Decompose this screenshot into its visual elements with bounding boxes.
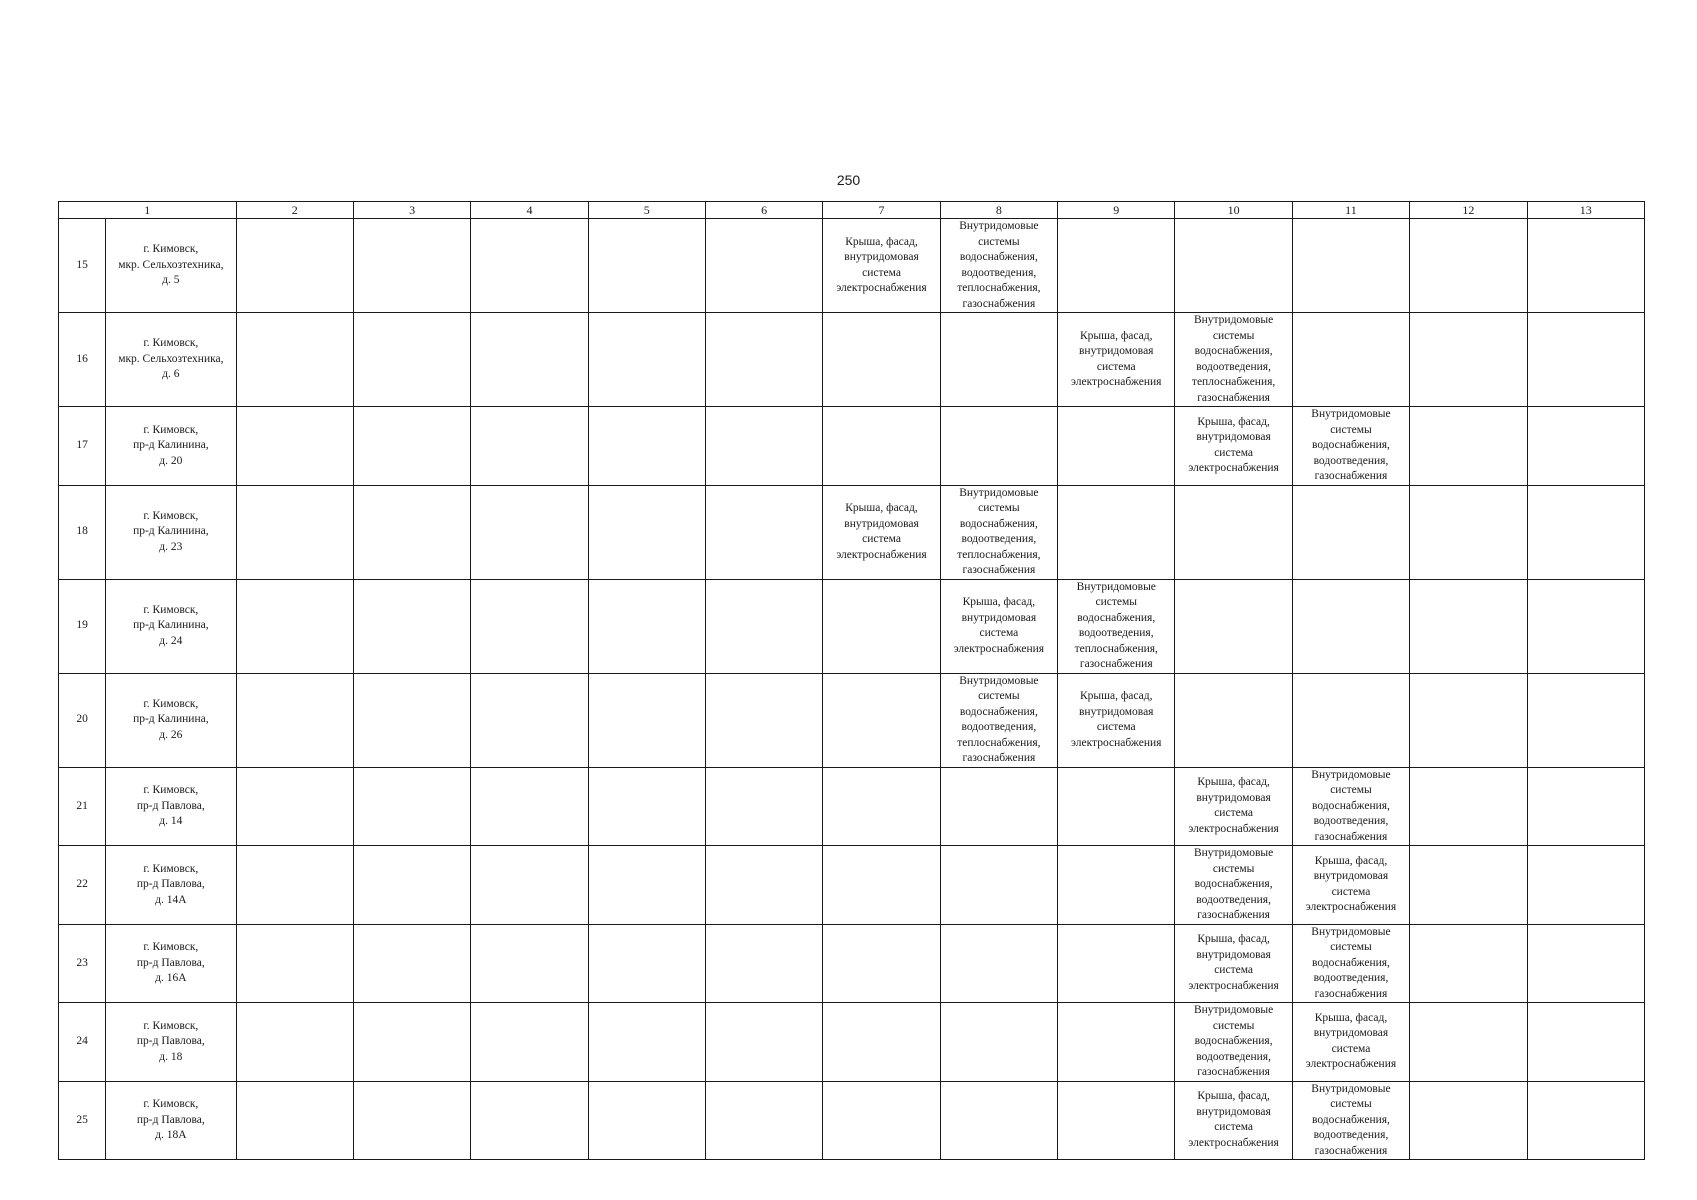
work-cell-col-8: [940, 846, 1057, 925]
work-cell-col-6: [705, 219, 822, 313]
work-cell-col-6: [705, 579, 822, 673]
column-header-6: 6: [705, 202, 822, 219]
work-description: Внутридомовые системы водоснабжения, водоотведения, теплоснабжения, газоснабжения: [1191, 314, 1276, 404]
work-cell-col-5: [588, 313, 705, 407]
work-cell-col-9: [1058, 219, 1175, 313]
work-cell-col-12: [1410, 485, 1527, 579]
row-number: 20: [59, 673, 106, 767]
address-cell: [106, 767, 236, 846]
address-cell: [106, 846, 236, 925]
address-cell: [106, 673, 236, 767]
work-cell-col-4: [471, 767, 588, 846]
work-cell-col-7: [823, 407, 940, 486]
work-cell-col-10: [1175, 579, 1292, 673]
work-cell-col-12: [1410, 1081, 1527, 1160]
work-cell-col-5: [588, 924, 705, 1003]
work-cell-col-7: [823, 1003, 940, 1082]
row-number: 24: [59, 1003, 106, 1082]
work-cell-col-9: [1058, 485, 1175, 579]
work-cell-col-8: [940, 767, 1057, 846]
work-cell-col-13: [1527, 1003, 1645, 1082]
work-cell-col-13: [1527, 924, 1645, 1003]
column-header-5: 5: [588, 202, 705, 219]
work-cell-col-9: [1058, 767, 1175, 846]
table-row: [59, 767, 1645, 846]
work-cell-col-3: [353, 313, 470, 407]
work-cell-col-10: [1175, 485, 1292, 579]
address-cell: [106, 407, 236, 486]
work-cell-col-3: [353, 579, 470, 673]
work-cell-col-11: [1292, 219, 1409, 313]
work-description: Крыша, фасад, внутридомовая система электроснабжения: [1071, 690, 1162, 749]
work-cell-col-4: [471, 313, 588, 407]
address-text: г. Кимовск, пр-д Павлова, д. 14: [136, 784, 205, 827]
work-cell-col-10: [1175, 1003, 1292, 1082]
address-text: г. Кимовск, пр-д Калинина, д. 23: [133, 509, 209, 553]
work-cell-col-12: [1410, 579, 1527, 673]
work-cell-col-13: [1527, 673, 1645, 767]
work-cell-col-6: [705, 767, 822, 846]
work-cell-col-11: [1292, 485, 1409, 579]
work-cell-col-3: [353, 485, 470, 579]
address-text: г. Кимовск, пр-д Павлова, д. 14А: [136, 862, 205, 906]
work-cell-col-13: [1527, 846, 1645, 925]
work-cell-col-9: [1058, 846, 1175, 925]
work-cell-col-12: [1410, 673, 1527, 767]
table-row: [59, 579, 1645, 673]
row-number: 21: [59, 767, 106, 846]
work-cell-col-6: [705, 313, 822, 407]
work-cell-col-5: [588, 1081, 705, 1160]
work-cell-col-10: [1175, 673, 1292, 767]
address-text: г. Кимовск, пр-д Калинина, д. 24: [133, 603, 209, 647]
work-description: Внутридомовые системы водоснабжения, водоотведения, теплоснабжения, газоснабжения: [1074, 580, 1158, 670]
work-cell-col-6: [705, 485, 822, 579]
work-description: Крыша, фасад, внутридомовая система электроснабжения: [1188, 933, 1279, 992]
work-cell-col-8: [940, 485, 1057, 579]
address-text: г. Кимовск, пр-д Калинина, д. 20: [133, 423, 209, 467]
row-number: 25: [59, 1081, 106, 1160]
work-cell-col-13: [1527, 485, 1645, 579]
work-cell-col-7: [823, 846, 940, 925]
work-cell-col-11: [1292, 673, 1409, 767]
work-cell-col-12: [1410, 219, 1527, 313]
table-row: [59, 846, 1645, 925]
address-text: г. Кимовск, пр-д Калинина, д. 26: [133, 697, 209, 741]
work-cell-col-2: [236, 673, 353, 767]
table-row: [59, 219, 1645, 313]
work-cell-col-8: [940, 673, 1057, 767]
work-cell-col-10: [1175, 313, 1292, 407]
row-number: 16: [59, 313, 106, 407]
column-header-3: 3: [353, 202, 470, 219]
work-description: Внутридомовые системы водоснабжения, водоотведения, газоснабжения: [1311, 1082, 1391, 1157]
repair-schedule-table: [58, 201, 1645, 1160]
work-cell-col-7: [823, 219, 940, 313]
work-cell-col-2: [236, 767, 353, 846]
work-cell-col-4: [471, 219, 588, 313]
work-description: Крыша, фасад, внутридомовая система электроснабжения: [1305, 854, 1397, 914]
work-cell-col-12: [1410, 407, 1527, 486]
work-cell-col-8: [940, 924, 1057, 1003]
work-description: Крыша, фасад, внутридомовая система электроснабжения: [836, 235, 927, 294]
work-cell-col-10: [1175, 767, 1292, 846]
work-cell-col-13: [1527, 219, 1645, 313]
address-cell: [106, 219, 236, 313]
work-cell-col-11: [1292, 1081, 1409, 1160]
row-number: 22: [59, 846, 106, 925]
row-number: 15: [59, 219, 106, 313]
work-cell-col-2: [236, 1081, 353, 1160]
work-cell-col-12: [1410, 846, 1527, 925]
work-cell-col-3: [353, 673, 470, 767]
address-text: г. Кимовск, пр-д Павлова, д. 16А: [136, 941, 205, 984]
work-cell-col-11: [1292, 924, 1409, 1003]
work-description: Внутридомовые системы водоснабжения, водоотведения, газоснабжения: [1193, 1004, 1274, 1078]
work-description: Крыша, фасад, внутридомовая система электроснабжения: [1188, 1090, 1279, 1149]
address-text: г. Кимовск, мкр. Сельхозтехника, д. 5: [118, 243, 224, 287]
work-cell-col-4: [471, 485, 588, 579]
work-cell-col-2: [236, 846, 353, 925]
table-row: [59, 485, 1645, 579]
address-cell: [106, 924, 236, 1003]
work-cell-col-4: [471, 924, 588, 1003]
work-cell-col-7: [823, 485, 940, 579]
row-number: 19: [59, 579, 106, 673]
work-cell-col-6: [705, 1081, 822, 1160]
work-cell-col-10: [1175, 1081, 1292, 1160]
work-cell-col-5: [588, 1003, 705, 1082]
address-cell: [106, 579, 236, 673]
work-cell-col-13: [1527, 407, 1645, 486]
column-header-7: 7: [823, 202, 940, 219]
work-description: Крыша, фасад, внутридомовая система электроснабжения: [953, 596, 1045, 655]
work-cell-col-13: [1527, 579, 1645, 673]
column-header-8: 8: [940, 202, 1057, 219]
column-header-11: 11: [1292, 202, 1409, 219]
work-cell-col-11: [1292, 767, 1409, 846]
column-header-2: 2: [236, 202, 353, 219]
work-description: Внутридомовые системы водоснабжения, водоотведения, газоснабжения: [1311, 408, 1391, 482]
work-cell-col-8: [940, 1003, 1057, 1082]
row-number: 17: [59, 407, 106, 486]
work-description: Крыша, фасад, внутридомовая система электроснабжения: [1071, 329, 1162, 388]
work-cell-col-7: [823, 1081, 940, 1160]
column-header-4: 4: [471, 202, 588, 219]
address-cell: [106, 313, 236, 407]
work-cell-col-4: [471, 1003, 588, 1082]
address-text: г. Кимовск, пр-д Павлова, д. 18: [136, 1019, 205, 1063]
row-number: 18: [59, 485, 106, 579]
column-header-1: 1: [59, 202, 237, 219]
work-cell-col-10: [1175, 407, 1292, 486]
work-cell-col-9: [1058, 407, 1175, 486]
work-cell-col-5: [588, 846, 705, 925]
work-cell-col-12: [1410, 1003, 1527, 1082]
column-header-13: 13: [1527, 202, 1645, 219]
address-cell: [106, 1003, 236, 1082]
work-cell-col-13: [1527, 1081, 1645, 1160]
work-cell-col-4: [471, 673, 588, 767]
address-text: г. Кимовск, пр-д Павлова, д. 18А: [136, 1098, 205, 1141]
work-cell-col-3: [353, 924, 470, 1003]
work-cell-col-2: [236, 407, 353, 486]
work-cell-col-6: [705, 924, 822, 1003]
header-row: [59, 202, 1645, 219]
work-cell-col-3: [353, 1081, 470, 1160]
column-header-12: 12: [1410, 202, 1527, 219]
work-cell-col-9: [1058, 1081, 1175, 1160]
work-cell-col-4: [471, 407, 588, 486]
work-cell-col-5: [588, 407, 705, 486]
work-cell-col-13: [1527, 313, 1645, 407]
column-header-10: 10: [1175, 202, 1292, 219]
work-cell-col-10: [1175, 219, 1292, 313]
work-cell-col-7: [823, 579, 940, 673]
work-cell-col-9: [1058, 673, 1175, 767]
work-cell-col-2: [236, 219, 353, 313]
work-cell-col-11: [1292, 579, 1409, 673]
work-cell-col-4: [471, 846, 588, 925]
address-text: г. Кимовск, мкр. Сельхозтехника, д. 6: [118, 337, 224, 381]
work-cell-col-10: [1175, 924, 1292, 1003]
work-cell-col-2: [236, 485, 353, 579]
work-cell-col-8: [940, 313, 1057, 407]
work-cell-col-3: [353, 767, 470, 846]
work-cell-col-4: [471, 1081, 588, 1160]
work-cell-col-9: [1058, 924, 1175, 1003]
work-cell-col-11: [1292, 407, 1409, 486]
work-cell-col-3: [353, 846, 470, 925]
work-cell-col-12: [1410, 313, 1527, 407]
work-cell-col-8: [940, 219, 1057, 313]
work-description: Внутридомовые системы водоснабжения, водоотведения, теплоснабжения, газоснабжения: [957, 486, 1041, 576]
work-cell-col-12: [1410, 767, 1527, 846]
work-cell-col-3: [353, 219, 470, 313]
table-body: [59, 219, 1645, 1160]
work-cell-col-5: [588, 673, 705, 767]
work-cell-col-9: [1058, 313, 1175, 407]
table-row: [59, 407, 1645, 486]
work-description: Внутридомовые системы водоснабжения, водоотведения, газоснабжения: [1311, 925, 1391, 1000]
work-description: Крыша, фасад, внутридомовая система электроснабжения: [1188, 776, 1279, 835]
work-cell-col-9: [1058, 1003, 1175, 1082]
table-row: [59, 313, 1645, 407]
work-cell-col-2: [236, 313, 353, 407]
address-cell: [106, 485, 236, 579]
work-description: Внутридомовые системы водоснабжения, водоотведения, теплоснабжения, газоснабжения: [957, 220, 1041, 310]
work-cell-col-6: [705, 1003, 822, 1082]
work-cell-col-5: [588, 219, 705, 313]
page-number: 250: [836, 172, 861, 188]
address-cell: [106, 1081, 236, 1160]
work-cell-col-2: [236, 1003, 353, 1082]
row-number: 23: [59, 924, 106, 1003]
work-cell-col-5: [588, 485, 705, 579]
work-cell-col-7: [823, 767, 940, 846]
work-cell-col-11: [1292, 313, 1409, 407]
work-cell-col-5: [588, 579, 705, 673]
work-description: Крыша, фасад, внутридомовая система электроснабжения: [836, 502, 927, 561]
work-cell-col-3: [353, 1003, 470, 1082]
work-description: Крыша, фасад, внутридомовая система электроснабжения: [1188, 415, 1279, 475]
work-cell-col-12: [1410, 924, 1527, 1003]
work-description: Внутридомовые системы водоснабжения, водоотведения, газоснабжения: [1311, 768, 1391, 843]
work-cell-col-6: [705, 673, 822, 767]
work-cell-col-5: [588, 767, 705, 846]
work-cell-col-8: [940, 407, 1057, 486]
work-cell-col-6: [705, 407, 822, 486]
work-cell-col-9: [1058, 579, 1175, 673]
work-cell-col-4: [471, 579, 588, 673]
table-row: [59, 673, 1645, 767]
table-row: [59, 1081, 1645, 1160]
table-row: [59, 924, 1645, 1003]
work-cell-col-11: [1292, 846, 1409, 925]
work-cell-col-2: [236, 579, 353, 673]
work-cell-col-6: [705, 846, 822, 925]
work-cell-col-10: [1175, 846, 1292, 925]
work-cell-col-13: [1527, 767, 1645, 846]
work-cell-col-7: [823, 673, 940, 767]
work-cell-col-7: [823, 313, 940, 407]
work-cell-col-2: [236, 924, 353, 1003]
work-description: Внутридомовые системы водоснабжения, водоотведения, газоснабжения: [1193, 847, 1274, 921]
work-cell-col-8: [940, 579, 1057, 673]
table-row: [59, 1003, 1645, 1082]
work-description: Внутридомовые системы водоснабжения, водоотведения, теплоснабжения, газоснабжения: [957, 674, 1041, 764]
work-cell-col-7: [823, 924, 940, 1003]
work-cell-col-11: [1292, 1003, 1409, 1082]
work-cell-col-8: [940, 1081, 1057, 1160]
work-cell-col-3: [353, 407, 470, 486]
column-header-9: 9: [1058, 202, 1175, 219]
work-description: Крыша, фасад, внутридомовая система электроснабжения: [1305, 1011, 1397, 1071]
